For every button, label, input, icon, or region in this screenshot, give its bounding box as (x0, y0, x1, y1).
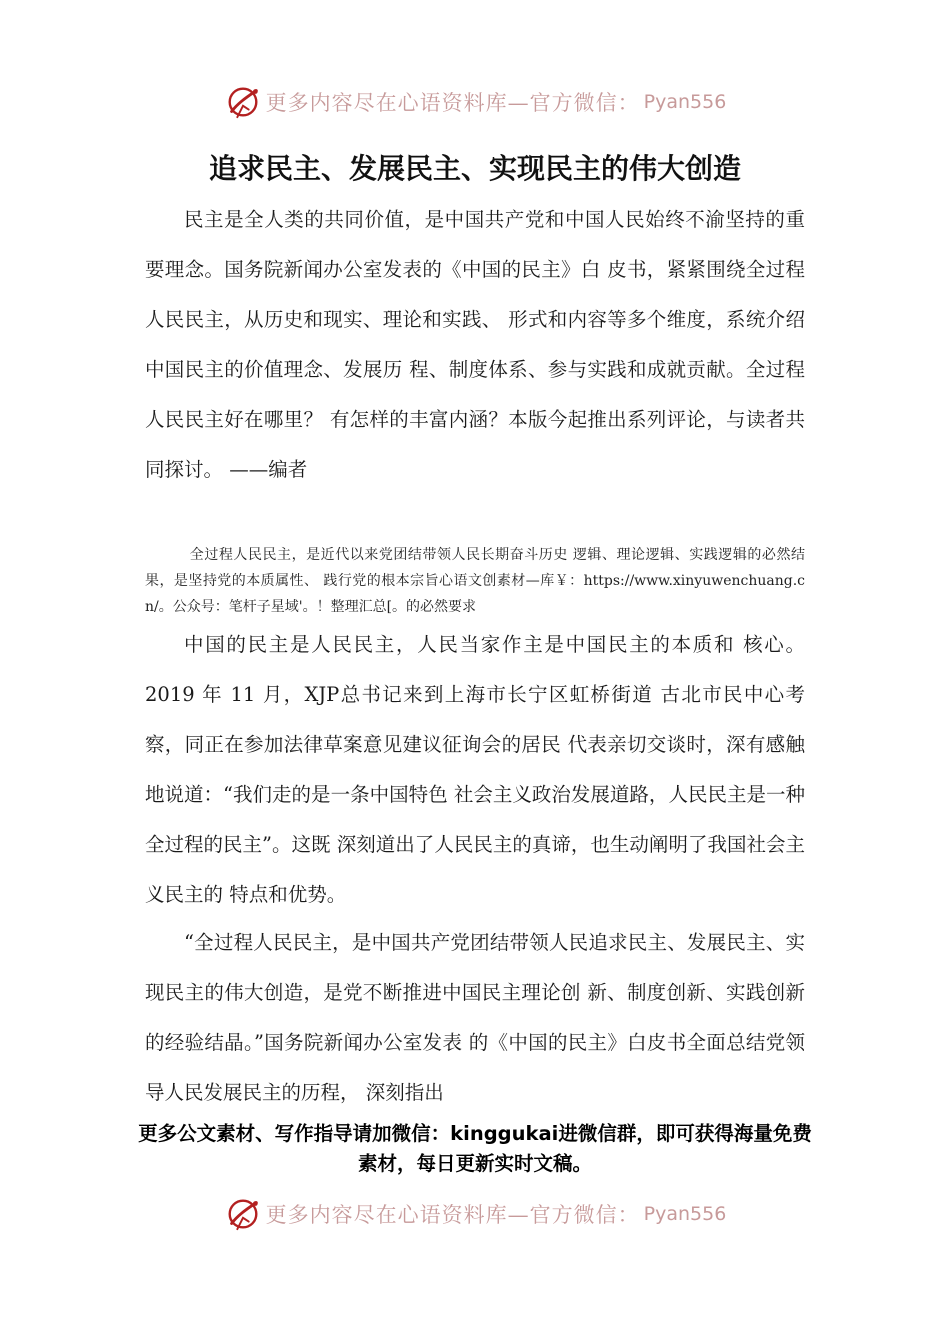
note-paragraph: 全过程人民民主，是近代以来党团结带领人民长期奋斗历史 逻辑、理论逻辑、实践逻辑的必然结果，是坚持党的本质属性、 践行党的根本宗旨心语文创素材—库￥：https://www.xinyuwenchuang.cn/。公众号：笔杆子星域'。！整理汇总[。的必然要求 (145, 547, 805, 615)
body-paragraph-2: 中国的民主是人民民主，人民当家作主是中国民主的本质和 核心。2019 年 11 月，XJP总书记来到上海市长宁区虹桥街道 古北市民中心考察，同正在参加法律草案意见建议征询会的居民 代表亲切交谈时，深有感触地说道：“我们走的是一条中国特色 社会主义政治发展道路，人民民主是一种全过程的民主”。这既 深刻道出了人民民主的真谛，也生动阐明了我国社会主义民主的 特点和优势。 (145, 633, 805, 906)
footer-wechat-id: Pyan556 (643, 1203, 727, 1225)
document-title: 追求民主、发展民主、实现民主的伟大创造 (208, 152, 741, 185)
header-wechat-id: Pyan556 (643, 91, 727, 113)
header-banner (0, 82, 950, 122)
footer-banner-text: 更多内容尽在心语资料库—官方微信： (265, 1203, 640, 1227)
logo-icon (224, 83, 262, 121)
promo-text: 更多公文素材、写作指导请加微信：kinggukai进微信群，即可获得海量免费素材，每日更新实时文稿。 (138, 1122, 812, 1175)
header-banner-text: 更多内容尽在心语资料库—官方微信： (265, 91, 640, 115)
intro-paragraph: 民主是全人类的共同价值，是中国共产党和中国人民始终不渝坚持的重要理念。国务院新闻办公室发表的《中国的民主》白 皮书，紧紧围绕全过程人民民主，从历史和现实、理论和实践、 形式和内容等多个维度，系统介绍中国民主的价值理念、发展历 程、制度体系、参与实践和成就贡献。全过程人民民主好在哪里？ 有怎样的丰富内涵？本版今起推出系列评论，与读者共同探讨。 ——编者 (145, 208, 805, 481)
footer-banner (0, 1194, 950, 1234)
logo-icon (224, 1195, 262, 1233)
body-paragraph-3: “全过程人民民主，是中国共产党团结带领人民追求民主、发展民主、实现民主的伟大创造，是党不断推进中国民主理论创 新、制度创新、实践创新的经验结晶。”国务院新闻办公室发表 的《中国的民主》白皮书全面总结党领导人民发展民主的历程， 深刻指出 (145, 931, 805, 1104)
